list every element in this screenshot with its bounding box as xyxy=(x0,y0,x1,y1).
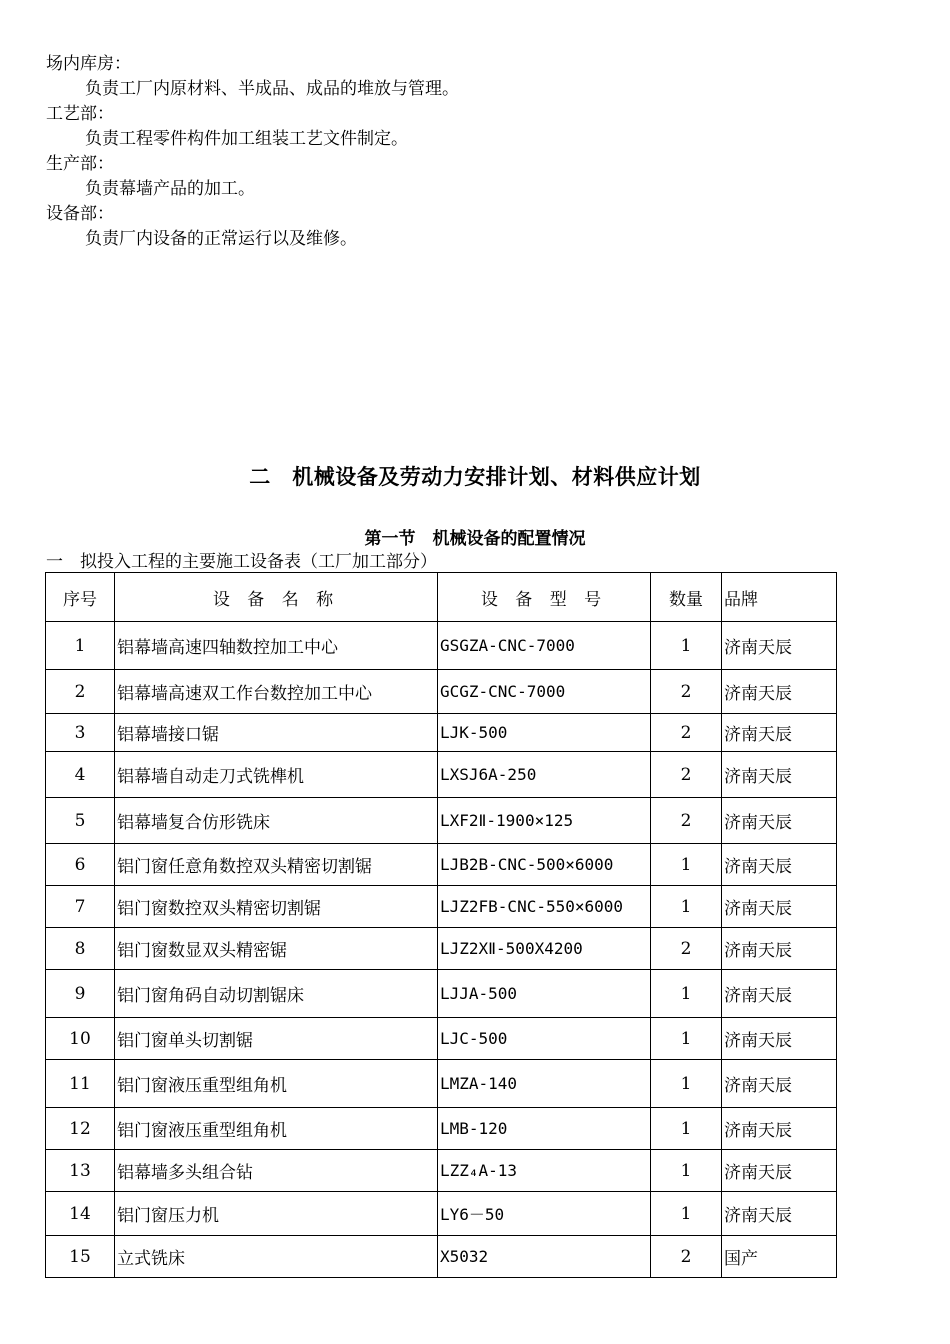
dept-desc-production: 负责幕墙产品的加工。 xyxy=(85,179,255,199)
row-brand: 济南天辰 xyxy=(722,798,837,844)
row-brand: 济南天辰 xyxy=(722,1150,837,1192)
row-name: 铝门窗数显双头精密锯 xyxy=(115,928,438,970)
row-model: LJB2B-CNC-500×6000 xyxy=(438,844,651,886)
row-name: 铝门窗角码自动切割锯床 xyxy=(115,970,438,1018)
row-model: LJC-500 xyxy=(438,1018,651,1060)
row-no: 4 xyxy=(46,752,115,798)
dept-title-warehouse: 场内库房： xyxy=(46,54,131,74)
row-name: 铝门窗液压重型组角机 xyxy=(115,1108,438,1150)
table-row xyxy=(46,714,837,752)
row-model: LMZA-140 xyxy=(438,1060,651,1108)
row-name: 铝幕墙接口锯 xyxy=(115,714,438,752)
row-model: GSGZA-CNC-7000 xyxy=(438,622,651,670)
row-model: GCGZ-CNC-7000 xyxy=(438,670,651,714)
table-row xyxy=(46,1236,837,1278)
row-no: 7 xyxy=(46,886,115,928)
row-qty: 1 xyxy=(651,844,722,886)
equipment-table xyxy=(45,572,837,1278)
row-no: 8 xyxy=(46,928,115,970)
row-qty: 2 xyxy=(651,928,722,970)
row-name: 立式铣床 xyxy=(115,1236,438,1278)
row-brand: 济南天辰 xyxy=(722,622,837,670)
row-brand: 济南天辰 xyxy=(722,928,837,970)
row-name: 铝幕墙高速四轴数控加工中心 xyxy=(115,622,438,670)
row-no: 9 xyxy=(46,970,115,1018)
dept-title-process: 工艺部： xyxy=(46,104,114,124)
table-body xyxy=(46,622,837,1278)
row-no: 10 xyxy=(46,1018,115,1060)
row-name: 铝门窗液压重型组角机 xyxy=(115,1060,438,1108)
row-qty: 1 xyxy=(651,1060,722,1108)
dept-desc-process: 负责工程零件构件加工组装工艺文件制定。 xyxy=(85,129,408,149)
table-row xyxy=(46,752,837,798)
row-qty: 1 xyxy=(651,1018,722,1060)
row-no: 6 xyxy=(46,844,115,886)
row-qty: 2 xyxy=(651,670,722,714)
table-row xyxy=(46,844,837,886)
row-name: 铝门窗单头切割锯 xyxy=(115,1018,438,1060)
row-no: 11 xyxy=(46,1060,115,1108)
row-brand: 济南天辰 xyxy=(722,1192,837,1236)
row-no: 12 xyxy=(46,1108,115,1150)
row-model: LY6－50 xyxy=(438,1192,651,1236)
row-qty: 1 xyxy=(651,1192,722,1236)
row-brand: 济南天辰 xyxy=(722,714,837,752)
row-qty: 2 xyxy=(651,752,722,798)
row-brand: 济南天辰 xyxy=(722,670,837,714)
row-no: 15 xyxy=(46,1236,115,1278)
row-qty: 1 xyxy=(651,1150,722,1192)
table-row xyxy=(46,1150,837,1192)
row-model: LXSJ6A-250 xyxy=(438,752,651,798)
table-row xyxy=(46,1018,837,1060)
row-no: 2 xyxy=(46,670,115,714)
header-no: 序号 xyxy=(46,573,115,622)
row-model: LZZ₄A-13 xyxy=(438,1150,651,1192)
row-brand: 济南天辰 xyxy=(722,1108,837,1150)
row-qty: 2 xyxy=(651,798,722,844)
dept-title-production: 生产部： xyxy=(46,154,114,174)
dept-title-equipment: 设备部： xyxy=(46,204,114,224)
row-model: LJK-500 xyxy=(438,714,651,752)
chapter-title: 二 机械设备及劳动力安排计划、材料供应计划 xyxy=(249,464,701,489)
row-model: LJJA-500 xyxy=(438,970,651,1018)
row-qty: 2 xyxy=(651,1236,722,1278)
row-no: 1 xyxy=(46,622,115,670)
table-row xyxy=(46,622,837,670)
row-qty: 1 xyxy=(651,886,722,928)
row-no: 3 xyxy=(46,714,115,752)
row-model: LJZ2XⅡ-500X4200 xyxy=(438,928,651,970)
table-caption: 一 拟投入工程的主要施工设备表（工厂加工部分） xyxy=(46,552,437,572)
row-qty: 1 xyxy=(651,970,722,1018)
row-brand: 济南天辰 xyxy=(722,886,837,928)
dept-desc-warehouse: 负责工厂内原材料、半成品、成品的堆放与管理。 xyxy=(85,79,459,99)
table-row xyxy=(46,1060,837,1108)
row-brand: 济南天辰 xyxy=(722,752,837,798)
row-brand: 济南天辰 xyxy=(722,844,837,886)
row-model: LJZ2FB-CNC-550×6000 xyxy=(438,886,651,928)
dept-desc-equipment: 负责厂内设备的正常运行以及维修。 xyxy=(85,229,357,249)
row-name: 铝幕墙自动走刀式铣榫机 xyxy=(115,752,438,798)
row-qty: 1 xyxy=(651,1108,722,1150)
row-brand: 济南天辰 xyxy=(722,1018,837,1060)
row-brand: 济南天辰 xyxy=(722,970,837,1018)
table-row xyxy=(46,1192,837,1236)
row-model: LMB-120 xyxy=(438,1108,651,1150)
table-row xyxy=(46,928,837,970)
table-header-row xyxy=(46,573,837,622)
table-row xyxy=(46,670,837,714)
row-no: 13 xyxy=(46,1150,115,1192)
row-brand: 济南天辰 xyxy=(722,1060,837,1108)
section-title: 第一节 机械设备的配置情况 xyxy=(364,529,586,549)
row-no: 5 xyxy=(46,798,115,844)
table-row xyxy=(46,798,837,844)
header-model: 设 备 型 号 xyxy=(438,573,651,622)
row-qty: 2 xyxy=(651,714,722,752)
row-model: X5032 xyxy=(438,1236,651,1278)
row-brand: 国产 xyxy=(722,1236,837,1278)
row-name: 铝门窗任意角数控双头精密切割锯 xyxy=(115,844,438,886)
row-name: 铝门窗压力机 xyxy=(115,1192,438,1236)
table-row xyxy=(46,1108,837,1150)
header-qty: 数量 xyxy=(651,573,722,622)
table-row xyxy=(46,886,837,928)
header-name: 设 备 名 称 xyxy=(115,573,438,622)
row-no: 14 xyxy=(46,1192,115,1236)
row-qty: 1 xyxy=(651,622,722,670)
row-name: 铝幕墙高速双工作台数控加工中心 xyxy=(115,670,438,714)
row-name: 铝门窗数控双头精密切割锯 xyxy=(115,886,438,928)
row-model: LXF2Ⅱ-1900×125 xyxy=(438,798,651,844)
row-name: 铝幕墙多头组合钻 xyxy=(115,1150,438,1192)
row-name: 铝幕墙复合仿形铣床 xyxy=(115,798,438,844)
table-row xyxy=(46,970,837,1018)
header-brand: 品牌 xyxy=(722,573,837,622)
